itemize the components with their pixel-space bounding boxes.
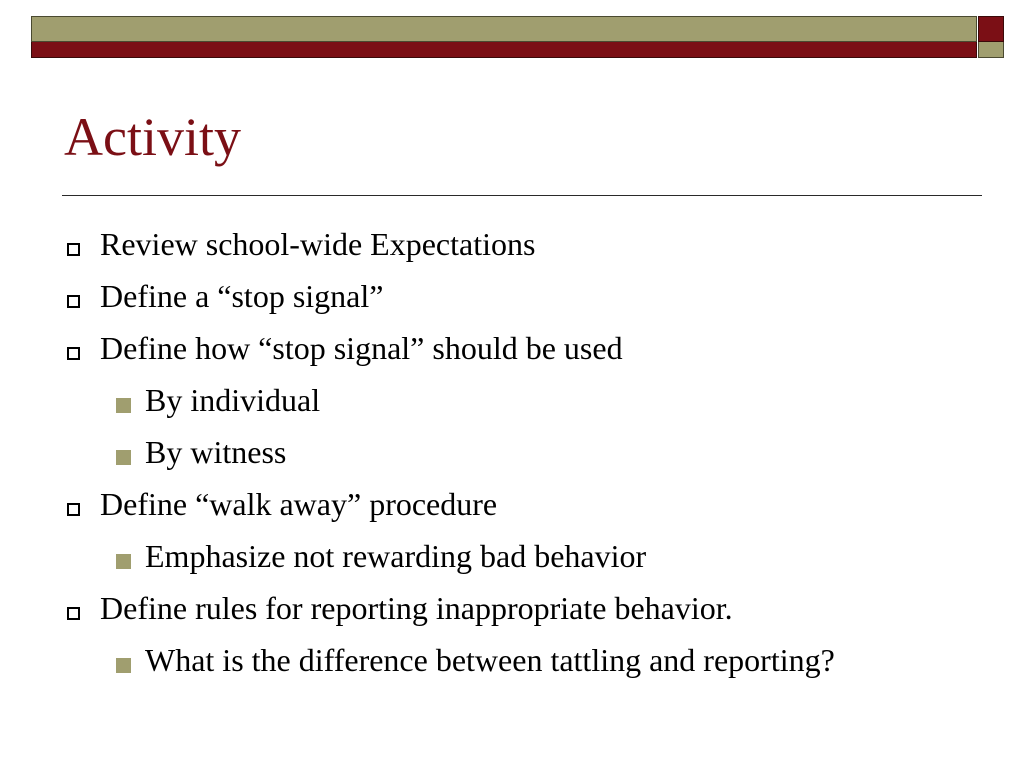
title-divider	[62, 195, 982, 196]
bullet-item	[0, 486, 1024, 522]
filled-square-icon	[116, 450, 131, 465]
bullet-text: Define a “stop signal”	[100, 278, 384, 314]
hollow-square-icon	[67, 295, 80, 308]
bullet-item	[0, 278, 1024, 314]
sub-bullet-text: What is the difference between tattling and reporting?	[145, 642, 835, 678]
bullet-list	[0, 226, 1024, 694]
header-bar-olive	[31, 16, 977, 42]
header-square-olive	[978, 42, 1004, 58]
hollow-square-icon	[67, 243, 80, 256]
hollow-square-icon	[67, 347, 80, 360]
slide-title: Activity	[64, 107, 241, 167]
header-bar-red	[31, 42, 977, 58]
filled-square-icon	[116, 398, 131, 413]
hollow-square-icon	[67, 503, 80, 516]
sub-bullet-item	[0, 642, 845, 678]
filled-square-icon	[116, 658, 131, 673]
filled-square-icon	[116, 554, 131, 569]
hollow-square-icon	[67, 607, 80, 620]
sub-bullet-item	[0, 538, 1024, 574]
bullet-item	[0, 330, 1024, 366]
sub-bullet-item	[0, 382, 1024, 418]
bullet-item	[0, 590, 1024, 626]
bullet-text: Define “walk away” procedure	[100, 486, 498, 522]
bullet-text: Review school-wide Expectations	[100, 226, 536, 262]
bullet-text: Define rules for reporting inappropriate behavior.	[100, 590, 733, 626]
bullet-item	[0, 226, 1024, 262]
sub-bullet-text: By individual	[145, 382, 321, 418]
sub-bullet-text: By witness	[145, 434, 287, 470]
bullet-text: Define how “stop signal” should be used	[100, 330, 623, 366]
sub-bullet-text: Emphasize not rewarding bad behavior	[145, 538, 647, 574]
header-square-red	[978, 16, 1004, 42]
sub-bullet-item	[0, 434, 1024, 470]
